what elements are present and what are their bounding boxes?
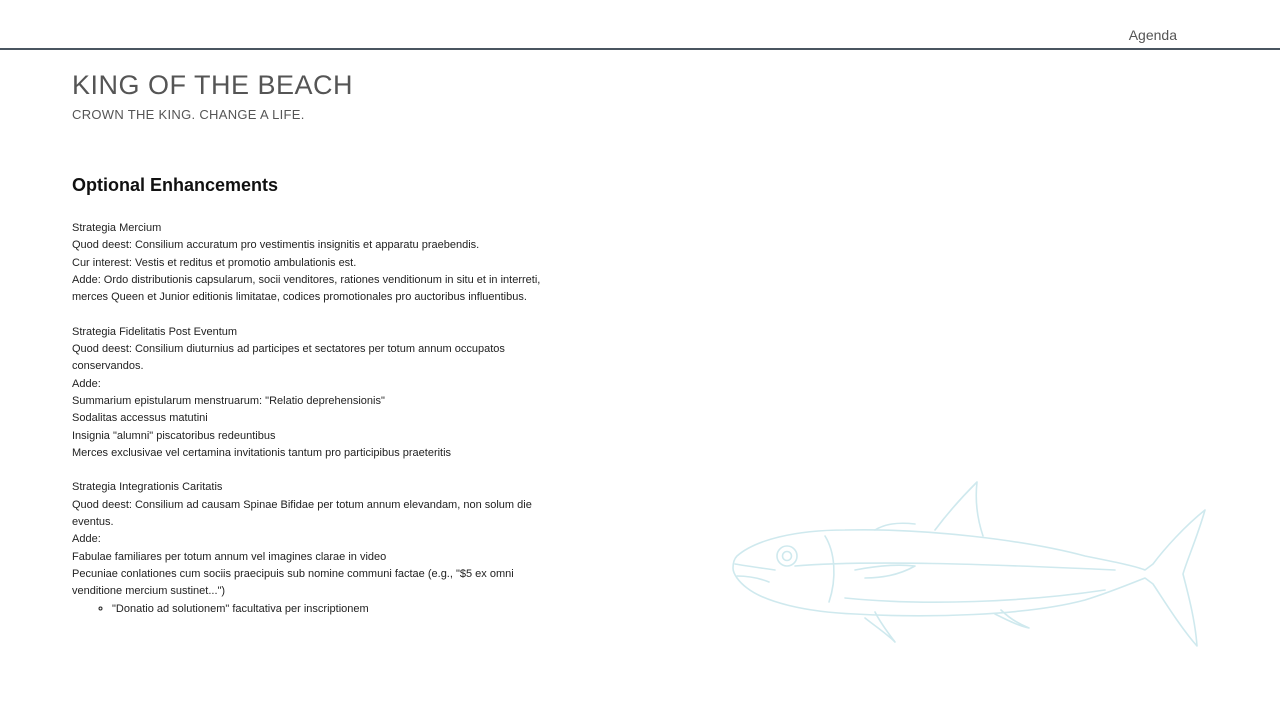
fish-dorsal-fin: [935, 482, 983, 536]
strategy-line: Adde: Ordo distributionis capsularum, socii venditores, rationes venditionum in situ et in interreti, merces Queen et Junior editionis limitatae, codices promotionales pro auctoribus influentibus.: [72, 273, 541, 304]
fish-pupil: [783, 552, 792, 561]
strategy-line: Summarium epistularum menstruarum: "Relatio deprehensionis": [72, 394, 385, 407]
fish-eye: [777, 546, 797, 566]
strategy-line: Quod deest: Consilium diuturnius ad participes et sectatores per totum annum occupatos conservandos.: [72, 343, 505, 373]
top-nav-bar: [0, 0, 1280, 50]
strategy-line: Quod deest: Consilium ad causam Spinae Bifidae per totum annum elevandam, non solum die eventus.: [72, 498, 532, 529]
strategy-line: Pecuniae conlationes cum sociis praecipuis sub nomine communi factae (e.g., "$5 ex omni venditione mercium sustinet..."): [72, 567, 514, 598]
strategy-heading: Strategia Mercium: [72, 222, 162, 234]
strategy-line: Merces exclusivae vel certamina invitationis tantum pro participibus praeteritis: [72, 446, 452, 459]
fish-dorsal-fin-small: [875, 523, 915, 530]
strategy-block-integrationis: [72, 479, 552, 617]
fish-illustration-icon: [725, 478, 1210, 650]
fish-lateral-line: [795, 563, 1115, 570]
strategy-line: Quod deest: Consilium accuratum pro vestimentis insignitis et apparatu praebendis.: [72, 239, 480, 252]
strategy-block-mercium: [72, 220, 552, 306]
strategy-block-fidelitatis: [72, 324, 552, 462]
page-tagline: CROWN THE KING. CHANGE A LIFE.: [72, 107, 305, 122]
strategies-content: [72, 220, 552, 635]
strategy-line: Adde:: [72, 377, 101, 390]
page-title: KING OF THE BEACH: [72, 70, 354, 100]
fish-pelvic-fin: [865, 612, 895, 642]
nav-agenda-link[interactable]: Agenda: [1128, 27, 1177, 43]
strategy-line: Sodalitas accessus matutini: [72, 412, 208, 425]
section-title: Optional Enhancements: [72, 175, 279, 195]
strategy-line: Insignia "alumni" piscatoribus redeuntibus: [72, 429, 276, 442]
strategy-line: Adde:: [72, 533, 101, 546]
fish-body-outline: [733, 510, 1205, 646]
strategy-bullet-list: [72, 601, 552, 618]
strategy-heading: Strategia Fidelitatis Post Eventum: [72, 325, 238, 338]
fish-belly-line: [845, 590, 1105, 602]
strategy-heading: Strategia Integrationis Caritatis: [72, 481, 223, 494]
fish-gill-line: [825, 536, 834, 602]
list-item: ◦ "Donatio ad solutionem" facultativa per inscriptionem: [112, 601, 552, 618]
strategy-line: Fabulae familiares per totum annum vel imagines clarae in video: [72, 550, 387, 563]
fish-mouth: [735, 564, 775, 582]
fish-pectoral-fin: [855, 565, 915, 578]
strategy-line: Cur interest: Vestis et reditus et promotio ambulationis est.: [72, 256, 357, 269]
